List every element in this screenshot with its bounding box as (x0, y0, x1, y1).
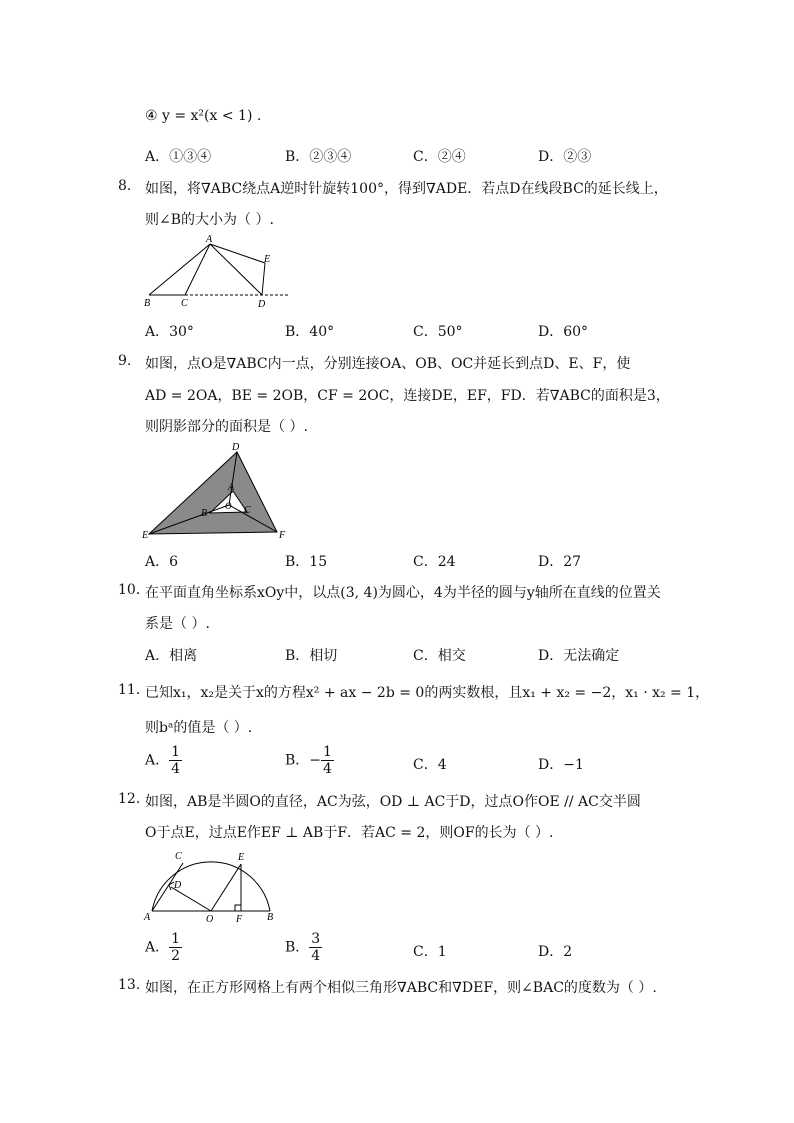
q12-options (145, 931, 665, 971)
q11-option-c: C．4 (413, 757, 447, 773)
q9-text-line2: AD = 2OA，BE = 2OB，CF = 2OC，连接DE，EF，FD．若∇ABC的面积是3， (145, 388, 670, 404)
q10-number: 10. (118, 582, 141, 598)
q12-right-angle-f (235, 905, 241, 911)
q9-label-b: B (201, 508, 208, 519)
q10-text-line2: 系是（ ）. (145, 616, 210, 632)
q11-option-b-fraction (321, 744, 334, 777)
q12-option-a-numerator: 1 (171, 931, 181, 947)
q9-label-a: A (228, 482, 235, 493)
q12-option-b-denominator: 4 (311, 948, 321, 964)
q9-text-line1: 如图，点O是∇ABC内一点，分别连接OA、OB、OC并延长到点D、E、F，使 (145, 356, 631, 372)
q12-option-a (145, 931, 182, 964)
q12-label-d: D (174, 880, 182, 891)
q12-option-a-denominator: 2 (171, 948, 181, 964)
q11-number: 11. (118, 682, 141, 698)
q8-option-d: D．60° (538, 324, 589, 340)
q8-seg-ab (149, 244, 210, 295)
q9-label-e: E (142, 530, 149, 540)
q12-option-c: C．1 (413, 944, 447, 960)
q8-seg-ac (185, 244, 210, 295)
q10-option-a: A．相离 (145, 648, 198, 664)
q8-label-e: E (264, 254, 271, 265)
q10-option-b: B．相切 (285, 648, 338, 664)
q12-label-a: A (144, 912, 151, 923)
q9-option-b: B．15 (285, 554, 328, 570)
q9-option-a: A．6 (145, 554, 179, 570)
q11-text-line2: 则bᵃ的值是（ ）. (145, 720, 253, 736)
q12-seg-oe (211, 864, 241, 911)
q10-options (145, 645, 665, 665)
q13-number: 13. (118, 977, 141, 993)
q11-option-a-denominator: 4 (171, 761, 181, 777)
q7-option-c: C．②④ (413, 149, 466, 165)
q8-text-line1: 如图，将∇ABC绕点A逆时针旋转100°，得到∇ADE．若点D在线段BC的延长线上， (145, 181, 668, 197)
q9-label-o: O (225, 501, 232, 511)
q7-options (145, 146, 665, 166)
q10-text-line1: 在平面直角坐标系xOy中，以点(3, 4)为圆心，4为半径的圆与y轴所在直线的位置关 (145, 585, 661, 601)
q7-option-d: D．②③ (538, 149, 592, 165)
q9-number: 9. (118, 353, 132, 369)
q11-option-a-fraction (169, 744, 182, 777)
q8-text-line2: 则∠B的大小为（ ）. (145, 212, 274, 228)
q8-seg-ae (210, 244, 265, 263)
q11-option-a-prefix: A． (145, 752, 170, 769)
q13-text-line1: 如图，在正方形网格上有两个相似三角形∇ABC和∇DEF，则∠BAC的度数为（ ）. (145, 980, 657, 996)
q10-option-c: C．相交 (413, 648, 466, 664)
q9-options (145, 551, 665, 571)
q12-text-line2: O于点E，过点E作EF ⊥ AB于F．若AC = 2，则OF的长为（ ）. (145, 825, 554, 841)
q8-seg-ad (210, 244, 262, 295)
q12-label-c: C (175, 851, 182, 862)
q12-figure (140, 845, 290, 925)
q8-label-b: B (144, 298, 151, 309)
q7-option-a: A．①③④ (145, 149, 212, 165)
q12-option-a-fraction (169, 931, 182, 964)
q12-number: 12. (118, 791, 141, 807)
q11-option-d: D．−1 (538, 757, 584, 773)
q9-label-d: D (232, 442, 240, 453)
q8-option-b: B．40° (285, 324, 335, 340)
q12-option-b-fraction (309, 931, 322, 964)
q12-option-b (285, 931, 322, 964)
q8-figure (140, 232, 300, 312)
q7-option-4-line: ④ y = x²(x < 1) . (145, 108, 262, 124)
q11-option-b-prefix: B．− (285, 752, 322, 769)
q11-options (145, 744, 665, 784)
q11-option-b-denominator: 4 (323, 761, 332, 777)
q9-label-f: F (279, 530, 286, 540)
q8-label-d: D (258, 299, 266, 310)
q8-number: 8. (118, 178, 132, 194)
q12-label-e: E (238, 852, 245, 863)
q12-option-b-numerator: 3 (311, 931, 321, 947)
q9-label-c: C (244, 505, 251, 516)
q12-label-o: O (206, 914, 214, 925)
q8-options (145, 321, 665, 341)
q8-label-c: C (181, 298, 188, 309)
q8-seg-ed (262, 263, 265, 295)
q11-option-a (145, 744, 182, 777)
q11-option-b (285, 744, 334, 777)
q8-label-a: A (206, 234, 213, 245)
q9-option-d: D．27 (538, 554, 582, 570)
q11-option-a-numerator: 1 (171, 744, 181, 760)
q10-option-d: D．无法确定 (538, 648, 620, 664)
q9-text-line3: 则阴影部分的面积是（ ）. (145, 419, 308, 435)
q12-text-line1: 如图，AB是半圆O的直径，AC为弦，OD ⊥ AC于D，过点O作OE // AC交半圆 (145, 794, 641, 810)
q12-label-b: B (267, 912, 274, 923)
q12-option-a-prefix: A． (145, 939, 170, 956)
q12-option-b-prefix: B． (285, 939, 310, 956)
q7-option-b: B．②③④ (285, 149, 352, 165)
q11-option-b-numerator: 1 (323, 744, 332, 760)
q12-option-d: D．2 (538, 944, 573, 960)
q9-option-c: C．24 (413, 554, 456, 570)
q8-option-c: C．50° (413, 324, 463, 340)
q9-figure (140, 438, 290, 540)
q11-text-line1: 已知x₁，x₂是关于x的方程x² + ax − 2b = 0的两实数根，且x₁ + x₂ = −2，x₁ · x₂ = 1， (145, 685, 710, 701)
q8-option-a: A．30° (145, 324, 194, 340)
q12-label-f: F (236, 914, 243, 925)
